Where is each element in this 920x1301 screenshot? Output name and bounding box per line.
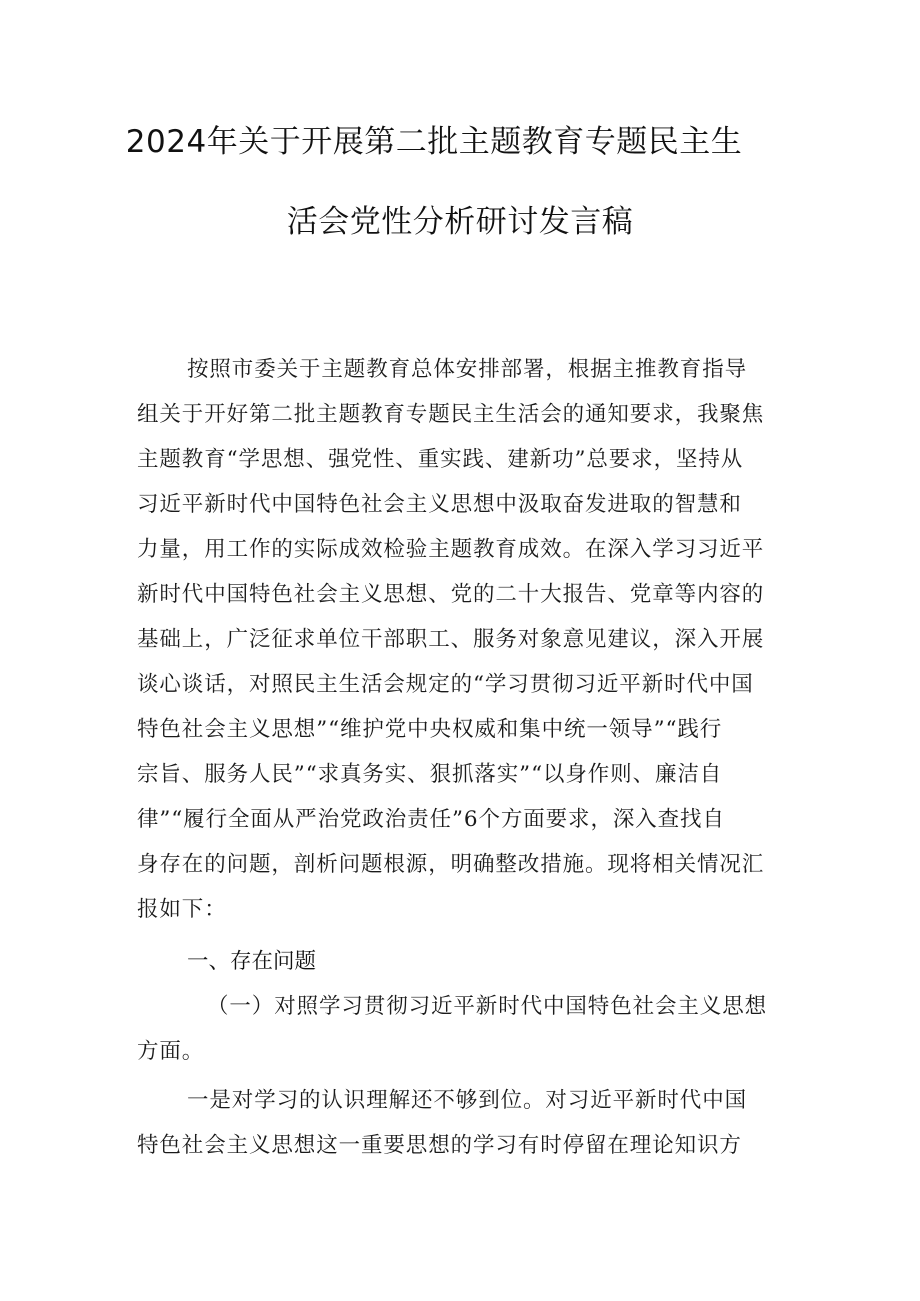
intro-paragraph-line: 报如下： [137,897,227,922]
point-paragraph-line: 特色社会主义思想这一重要思想的学习有时停留在理论知识方 [137,1133,742,1158]
intro-paragraph-line: 习近平新时代中国特色社会主义思想中汲取奋发进取的智慧和 [137,492,742,517]
document-title-line-1: 2024年关于开展第二批主题教育专题民主生 [125,124,743,160]
intro-paragraph-line: 组关于开好第二批主题教育专题民主生活会的通知要求，我聚焦 [137,402,765,427]
intro-paragraph-line: 谈心谈话，对照民主生活会规定的“学习贯彻习近平新时代中国 [137,672,754,697]
subsection-heading-line: 方面。 [137,1039,205,1064]
intro-paragraph-line: 基础上，广泛征求单位干部职工、服务对象意见建议，深入开展 [137,627,765,652]
intro-paragraph-line: 特色社会主义思想”“维护党中央权威和集中统一领导”“践行 [137,717,723,742]
intro-paragraph-line: 身存在的问题，剖析问题根源，明确整改措施。现将相关情况汇 [137,852,765,877]
intro-paragraph-line: 按照市委关于主题教育总体安排部署，根据主推教育指导 [187,357,748,382]
point-paragraph-line: 一是对学习的认识理解还不够到位。对习近平新时代中国 [187,1088,748,1113]
intro-paragraph-line: 宗旨、服务人民”“求真务实、狠抓落实”“以身作则、廉洁自 [137,762,723,787]
document-title-line-2: 活会党性分析研讨发言稿 [286,204,634,240]
intro-paragraph-line: 律”“履行全面从严治党政治责任”6个方面要求，深入查找自 [137,807,725,832]
section-heading: 一、存在问题 [187,949,317,974]
intro-paragraph-line: 主题教育“学思想、强党性、重实践、建新功”总要求，坚持从 [137,447,744,472]
intro-paragraph-line: 新时代中国特色社会主义思想、党的二十大报告、党章等内容的 [137,582,765,607]
intro-paragraph-line: 力量，用工作的实际成效检验主题教育成效。在深入学习习近平 [137,537,765,562]
subsection-heading-line: （一）对照学习贯彻习近平新时代中国特色社会主义思想 [207,994,768,1019]
